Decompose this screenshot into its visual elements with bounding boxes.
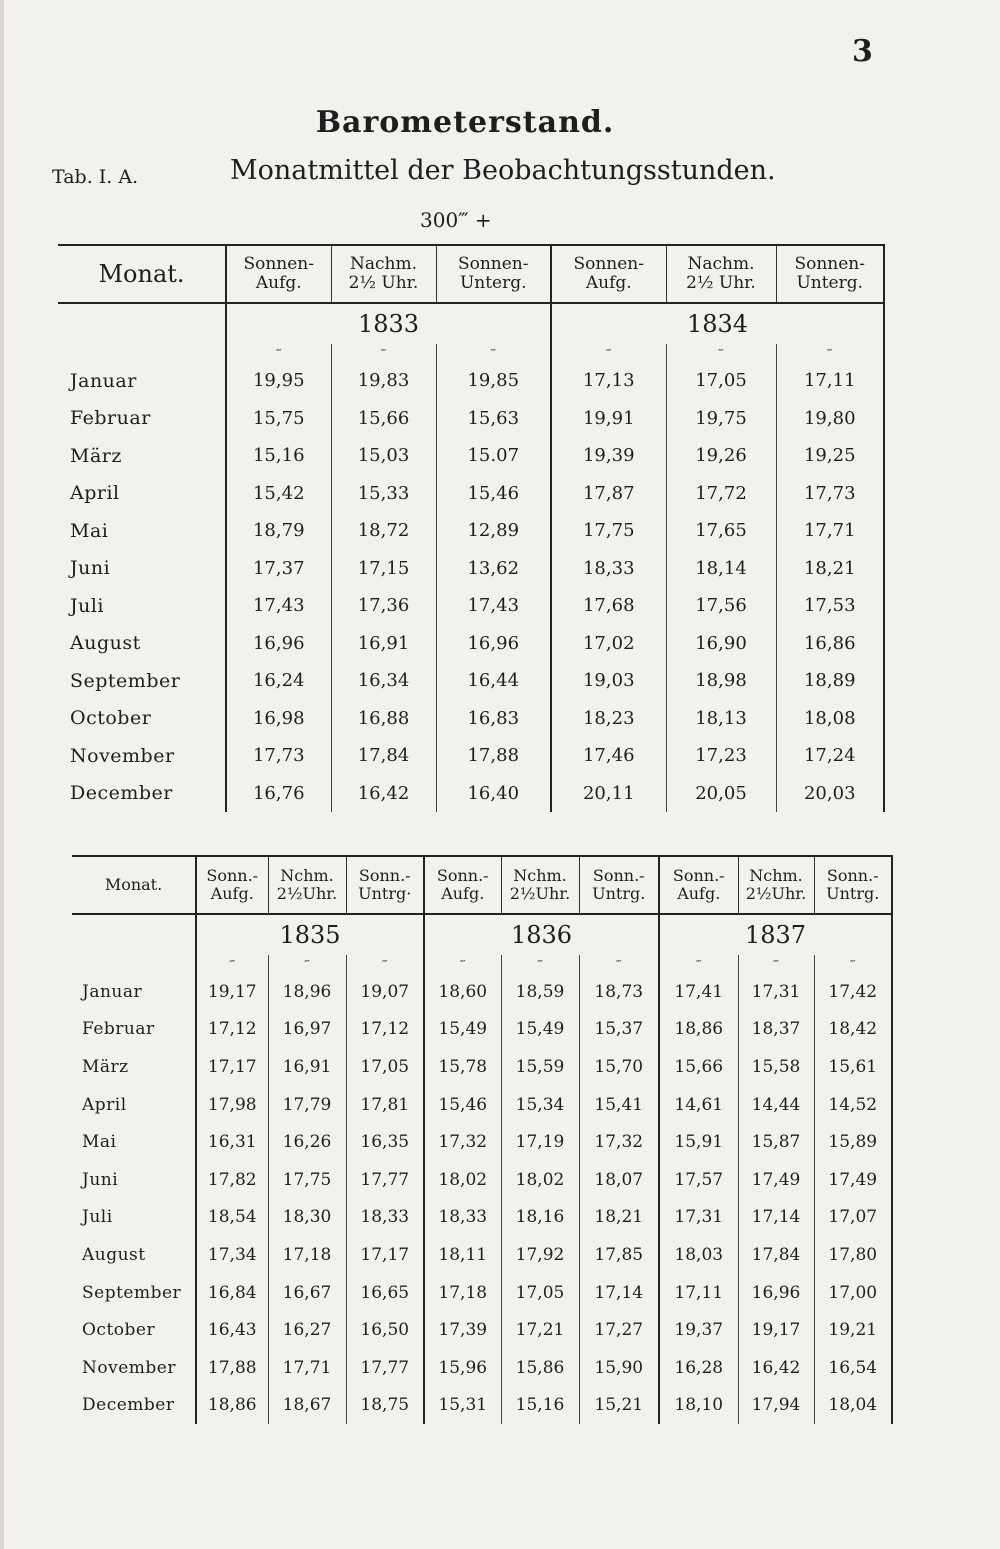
month-label: Mai xyxy=(82,1132,117,1153)
pressure-value: 15,89 xyxy=(814,1123,892,1161)
pressure-value: 17,05 xyxy=(501,1274,579,1312)
pressure-value: 17,49 xyxy=(814,1161,892,1199)
unit-mark: ‴ xyxy=(666,344,776,362)
table-row xyxy=(72,1236,892,1274)
pressure-value: 15,42 xyxy=(226,475,331,513)
table-header-row xyxy=(72,856,892,914)
pressure-value: 15,87 xyxy=(738,1123,814,1161)
pressure-value: 15,49 xyxy=(424,1011,501,1049)
pressure-value: 16,96 xyxy=(226,625,331,663)
pressure-value: 18,02 xyxy=(501,1161,579,1199)
pressure-value: 18,03 xyxy=(659,1236,738,1274)
month-label: Januar xyxy=(82,981,143,1002)
month-label: Mai xyxy=(70,519,109,542)
pressure-value: 17,32 xyxy=(579,1123,659,1161)
pressure-value: 14,44 xyxy=(738,1086,814,1124)
pressure-value: 16,50 xyxy=(346,1311,424,1349)
pressure-value: 16,28 xyxy=(659,1349,738,1387)
pressure-value: 17,14 xyxy=(738,1199,814,1237)
unit-mark: ‴ xyxy=(501,955,579,973)
pressure-value: 18,16 xyxy=(501,1199,579,1237)
pressure-value: 16,98 xyxy=(226,700,331,738)
pressure-value: 17,84 xyxy=(738,1236,814,1274)
month-label: Juni xyxy=(82,1169,119,1190)
table-row xyxy=(72,973,892,1011)
table-row xyxy=(58,737,884,775)
pressure-value: 15,46 xyxy=(424,1086,501,1124)
month-label: März xyxy=(70,444,122,467)
month-label: Juni xyxy=(70,557,111,580)
pressure-value: 12,89 xyxy=(436,512,551,550)
table-label: Tab. I. A. xyxy=(52,166,139,188)
pressure-value: 15,16 xyxy=(501,1387,579,1425)
pressure-value: 16,27 xyxy=(268,1311,346,1349)
pressure-value: 15,37 xyxy=(579,1011,659,1049)
pressure-value: 16,31 xyxy=(196,1123,268,1161)
page-number: 3 xyxy=(852,34,873,69)
pressure-value: 17,88 xyxy=(196,1349,268,1387)
page-subtitle: Monatmittel der Beobachtungsstunden. xyxy=(230,155,776,186)
table-row xyxy=(72,1161,892,1199)
pressure-value: 17,23 xyxy=(666,737,776,775)
pressure-value: 17,21 xyxy=(501,1311,579,1349)
pressure-value: 17,12 xyxy=(346,1011,424,1049)
column-header: Sonn.- Untrg. xyxy=(814,856,892,914)
column-header: Nchm. 2½Uhr. xyxy=(738,856,814,914)
pressure-value: 18,21 xyxy=(579,1199,659,1237)
month-label: November xyxy=(82,1357,176,1378)
pressure-value: 18,89 xyxy=(776,662,884,700)
pressure-value: 17,87 xyxy=(551,475,666,513)
pressure-value: 17,17 xyxy=(196,1048,268,1086)
table-row xyxy=(58,400,884,438)
pressure-value: 18,23 xyxy=(551,700,666,738)
month-column-header: Monat. xyxy=(58,245,226,303)
table-1835-1837 xyxy=(72,855,893,1424)
pressure-value: 18,14 xyxy=(666,550,776,588)
table-row xyxy=(58,700,884,738)
month-column-header: Monat. xyxy=(72,856,196,914)
pressure-value: 19,80 xyxy=(776,400,884,438)
table-row xyxy=(72,1199,892,1237)
pressure-value: 15,03 xyxy=(331,437,436,475)
column-header: Nchm. 2½Uhr. xyxy=(501,856,579,914)
pressure-value: 17,32 xyxy=(424,1123,501,1161)
pressure-value: 18,02 xyxy=(424,1161,501,1199)
pressure-value: 17,39 xyxy=(424,1311,501,1349)
pressure-value: 17,05 xyxy=(346,1048,424,1086)
year-label: 1837 xyxy=(659,914,892,955)
pressure-value: 16,44 xyxy=(436,662,551,700)
table-row xyxy=(72,1349,892,1387)
pressure-value: 17,17 xyxy=(346,1236,424,1274)
pressure-value: 19,37 xyxy=(659,1311,738,1349)
pressure-value: 17,65 xyxy=(666,512,776,550)
pressure-value: 19,21 xyxy=(814,1311,892,1349)
pressure-value: 18,33 xyxy=(551,550,666,588)
pressure-value: 20,05 xyxy=(666,775,776,813)
pressure-value: 17,73 xyxy=(776,475,884,513)
column-header: Nchm. 2½Uhr. xyxy=(268,856,346,914)
pressure-value: 18,54 xyxy=(196,1199,268,1237)
pressure-value: 17,72 xyxy=(666,475,776,513)
year-label: 1836 xyxy=(424,914,659,955)
pressure-value: 18,10 xyxy=(659,1387,738,1425)
page-edge xyxy=(0,0,4,1549)
pressure-value: 18,08 xyxy=(776,700,884,738)
pressure-value: 15,41 xyxy=(579,1086,659,1124)
pressure-value: 17,94 xyxy=(738,1387,814,1425)
pressure-value: 17,73 xyxy=(226,737,331,775)
month-label: Februar xyxy=(82,1019,155,1040)
pressure-value: 17,43 xyxy=(226,587,331,625)
pressure-value: 18,37 xyxy=(738,1011,814,1049)
pressure-value: 18,30 xyxy=(268,1199,346,1237)
unit-mark-row xyxy=(72,955,892,973)
pressure-value: 17,57 xyxy=(659,1161,738,1199)
month-label: December xyxy=(82,1395,175,1416)
pressure-value: 18,42 xyxy=(814,1011,892,1049)
pressure-value: 17,53 xyxy=(776,587,884,625)
pressure-value: 15,86 xyxy=(501,1349,579,1387)
month-label: März xyxy=(82,1056,129,1077)
pressure-value: 17,00 xyxy=(814,1274,892,1312)
pressure-value: 17,68 xyxy=(551,587,666,625)
month-label: November xyxy=(70,744,175,767)
column-header: Sonn.- Untrg. xyxy=(579,856,659,914)
table-row xyxy=(58,662,884,700)
unit-mark: ‴ xyxy=(579,955,659,973)
pressure-value: 17,15 xyxy=(331,550,436,588)
table-row xyxy=(72,1086,892,1124)
pressure-value: 17,11 xyxy=(776,362,884,400)
pressure-value: 19,83 xyxy=(331,362,436,400)
pressure-value: 15,66 xyxy=(331,400,436,438)
unit-mark: ‴ xyxy=(226,344,331,362)
pressure-value: 16,34 xyxy=(331,662,436,700)
pressure-value: 17,75 xyxy=(551,512,666,550)
unit-mark: ‴ xyxy=(551,344,666,362)
table-row xyxy=(72,1274,892,1312)
pressure-value: 15,16 xyxy=(226,437,331,475)
month-label: September xyxy=(82,1282,182,1303)
year-row xyxy=(72,914,892,955)
unit-mark: ‴ xyxy=(776,344,884,362)
year-label: 1835 xyxy=(196,914,424,955)
unit-mark: ‴ xyxy=(424,955,501,973)
pressure-value: 18,86 xyxy=(196,1387,268,1425)
pressure-value: 17,88 xyxy=(436,737,551,775)
pressure-value: 15,59 xyxy=(501,1048,579,1086)
pressure-value: 17,05 xyxy=(666,362,776,400)
pressure-value: 16,42 xyxy=(738,1349,814,1387)
month-label: Juli xyxy=(82,1207,113,1228)
pressure-value: 17,18 xyxy=(424,1274,501,1312)
pressure-value: 18,33 xyxy=(346,1199,424,1237)
column-header: Sonnen- Aufg. xyxy=(551,245,666,303)
year-label: 1834 xyxy=(551,303,884,344)
pressure-value: 16,96 xyxy=(738,1274,814,1312)
pressure-value: 16,84 xyxy=(196,1274,268,1312)
pressure-value: 15,61 xyxy=(814,1048,892,1086)
column-header: Sonnen- Unterg. xyxy=(776,245,884,303)
pressure-value: 17,19 xyxy=(501,1123,579,1161)
unit-mark: ‴ xyxy=(346,955,424,973)
pressure-value: 17,56 xyxy=(666,587,776,625)
pressure-value: 17,31 xyxy=(659,1199,738,1237)
table-row xyxy=(72,1123,892,1161)
pressure-value: 19,95 xyxy=(226,362,331,400)
column-header: Nachm. 2½ Uhr. xyxy=(331,245,436,303)
pressure-value: 18,75 xyxy=(346,1387,424,1425)
pressure-value: 15,58 xyxy=(738,1048,814,1086)
pressure-value: 17,81 xyxy=(346,1086,424,1124)
pressure-value: 19,17 xyxy=(196,973,268,1011)
pressure-value: 15,91 xyxy=(659,1123,738,1161)
pressure-value: 16,67 xyxy=(268,1274,346,1312)
pressure-value: 17,49 xyxy=(738,1161,814,1199)
pressure-value: 15,78 xyxy=(424,1048,501,1086)
page-title: Barometerstand. xyxy=(315,105,615,140)
pressure-value: 17,31 xyxy=(738,973,814,1011)
month-label: April xyxy=(70,482,120,505)
month-label: August xyxy=(82,1244,146,1265)
pressure-value: 17,92 xyxy=(501,1236,579,1274)
pressure-value: 15,46 xyxy=(436,475,551,513)
pressure-value: 18,59 xyxy=(501,973,579,1011)
pressure-value: 16,26 xyxy=(268,1123,346,1161)
pressure-value: 17,07 xyxy=(814,1199,892,1237)
pressure-value: 20,03 xyxy=(776,775,884,813)
pressure-value: 17,13 xyxy=(551,362,666,400)
pressure-value: 18,60 xyxy=(424,973,501,1011)
table-row xyxy=(58,775,884,813)
pressure-value: 19,75 xyxy=(666,400,776,438)
year-label: 1833 xyxy=(226,303,551,344)
pressure-value: 17,85 xyxy=(579,1236,659,1274)
pressure-value: 18,04 xyxy=(814,1387,892,1425)
pressure-value: 18,21 xyxy=(776,550,884,588)
pressure-value: 17,41 xyxy=(659,973,738,1011)
pressure-value: 15,90 xyxy=(579,1349,659,1387)
pressure-value: 15,49 xyxy=(501,1011,579,1049)
column-header: Sonn.- Aufg. xyxy=(196,856,268,914)
table-row xyxy=(58,587,884,625)
pressure-value: 17,98 xyxy=(196,1086,268,1124)
pressure-value: 19,26 xyxy=(666,437,776,475)
table-row xyxy=(58,362,884,400)
table-row xyxy=(72,1048,892,1086)
column-header: Sonnen- Unterg. xyxy=(436,245,551,303)
year-row xyxy=(58,303,884,344)
pressure-value: 17,11 xyxy=(659,1274,738,1312)
pressure-value: 17,71 xyxy=(776,512,884,550)
column-header: Sonnen- Aufg. xyxy=(226,245,331,303)
pressure-value: 17,77 xyxy=(346,1161,424,1199)
pressure-value: 16,42 xyxy=(331,775,436,813)
pressure-value: 17,37 xyxy=(226,550,331,588)
pressure-value: 16,96 xyxy=(436,625,551,663)
pressure-value: 18,73 xyxy=(579,973,659,1011)
unit-mark: ‴ xyxy=(814,955,892,973)
month-label: April xyxy=(82,1094,127,1115)
pressure-value: 16,54 xyxy=(814,1349,892,1387)
pressure-value: 19,85 xyxy=(436,362,551,400)
pressure-value: 18,13 xyxy=(666,700,776,738)
base-offset: 300‴ + xyxy=(420,208,492,232)
pressure-value: 16,24 xyxy=(226,662,331,700)
pressure-value: 19,91 xyxy=(551,400,666,438)
table-row xyxy=(72,1011,892,1049)
pressure-value: 15,21 xyxy=(579,1387,659,1425)
pressure-value: 15,70 xyxy=(579,1048,659,1086)
pressure-value: 17,24 xyxy=(776,737,884,775)
month-label: August xyxy=(70,632,141,655)
pressure-value: 19,25 xyxy=(776,437,884,475)
blank-cell xyxy=(72,955,196,973)
pressure-value: 19,07 xyxy=(346,973,424,1011)
table-1833-1834 xyxy=(58,244,885,812)
pressure-value: 18,79 xyxy=(226,512,331,550)
pressure-value: 18,11 xyxy=(424,1236,501,1274)
table-row xyxy=(58,625,884,663)
pressure-value: 15,33 xyxy=(331,475,436,513)
pressure-value: 18,67 xyxy=(268,1387,346,1425)
column-header: Sonn.- Aufg. xyxy=(424,856,501,914)
month-label: September xyxy=(70,669,181,692)
pressure-value: 19,39 xyxy=(551,437,666,475)
pressure-value: 18,86 xyxy=(659,1011,738,1049)
pressure-value: 17,80 xyxy=(814,1236,892,1274)
pressure-value: 15.07 xyxy=(436,437,551,475)
pressure-value: 18,72 xyxy=(331,512,436,550)
month-label: October xyxy=(82,1320,156,1341)
pressure-value: 17,43 xyxy=(436,587,551,625)
pressure-value: 15,96 xyxy=(424,1349,501,1387)
unit-mark: ‴ xyxy=(738,955,814,973)
table-row xyxy=(58,437,884,475)
pressure-value: 17,27 xyxy=(579,1311,659,1349)
pressure-value: 15,66 xyxy=(659,1048,738,1086)
pressure-value: 15,34 xyxy=(501,1086,579,1124)
pressure-value: 15,31 xyxy=(424,1387,501,1425)
column-header: Sonn.- Aufg. xyxy=(659,856,738,914)
pressure-value: 15,75 xyxy=(226,400,331,438)
pressure-value: 18,98 xyxy=(666,662,776,700)
pressure-value: 17,34 xyxy=(196,1236,268,1274)
pressure-value: 16,76 xyxy=(226,775,331,813)
month-label: December xyxy=(70,782,173,805)
unit-mark: ‴ xyxy=(659,955,738,973)
table-row xyxy=(58,475,884,513)
pressure-value: 17,02 xyxy=(551,625,666,663)
pressure-value: 14,61 xyxy=(659,1086,738,1124)
month-label: Juli xyxy=(70,594,105,617)
column-header: Nachm. 2½ Uhr. xyxy=(666,245,776,303)
table-row xyxy=(58,512,884,550)
unit-mark-row xyxy=(58,344,884,362)
pressure-value: 19,03 xyxy=(551,662,666,700)
pressure-value: 17,18 xyxy=(268,1236,346,1274)
pressure-value: 16,43 xyxy=(196,1311,268,1349)
table-row xyxy=(58,550,884,588)
pressure-value: 15,63 xyxy=(436,400,551,438)
unit-mark: ‴ xyxy=(331,344,436,362)
column-header: Sonn.- Untrg· xyxy=(346,856,424,914)
pressure-value: 17,14 xyxy=(579,1274,659,1312)
pressure-value: 17,42 xyxy=(814,973,892,1011)
table-row xyxy=(72,1387,892,1425)
pressure-value: 17,82 xyxy=(196,1161,268,1199)
unit-mark: ‴ xyxy=(196,955,268,973)
pressure-value: 14,52 xyxy=(814,1086,892,1124)
unit-mark: ‴ xyxy=(268,955,346,973)
pressure-value: 13,62 xyxy=(436,550,551,588)
month-label: October xyxy=(70,707,152,730)
pressure-value: 18,96 xyxy=(268,973,346,1011)
pressure-value: 16,65 xyxy=(346,1274,424,1312)
pressure-value: 16,35 xyxy=(346,1123,424,1161)
month-label: Februar xyxy=(70,407,151,430)
pressure-value: 17,12 xyxy=(196,1011,268,1049)
pressure-value: 17,71 xyxy=(268,1349,346,1387)
pressure-value: 16,83 xyxy=(436,700,551,738)
pressure-value: 16,97 xyxy=(268,1011,346,1049)
pressure-value: 16,88 xyxy=(331,700,436,738)
pressure-value: 17,36 xyxy=(331,587,436,625)
pressure-value: 17,77 xyxy=(346,1349,424,1387)
pressure-value: 16,90 xyxy=(666,625,776,663)
pressure-value: 17,75 xyxy=(268,1161,346,1199)
pressure-value: 18,07 xyxy=(579,1161,659,1199)
unit-mark: ‴ xyxy=(436,344,551,362)
pressure-value: 17,84 xyxy=(331,737,436,775)
pressure-value: 16,91 xyxy=(331,625,436,663)
pressure-value: 20,11 xyxy=(551,775,666,813)
pressure-value: 17,79 xyxy=(268,1086,346,1124)
pressure-value: 18,33 xyxy=(424,1199,501,1237)
table-row xyxy=(72,1311,892,1349)
pressure-value: 16,91 xyxy=(268,1048,346,1086)
month-label: Januar xyxy=(70,369,137,392)
blank-cell xyxy=(58,344,226,362)
pressure-value: 19,17 xyxy=(738,1311,814,1349)
table-header-row xyxy=(58,245,884,303)
pressure-value: 16,86 xyxy=(776,625,884,663)
pressure-value: 17,46 xyxy=(551,737,666,775)
pressure-value: 16,40 xyxy=(436,775,551,813)
